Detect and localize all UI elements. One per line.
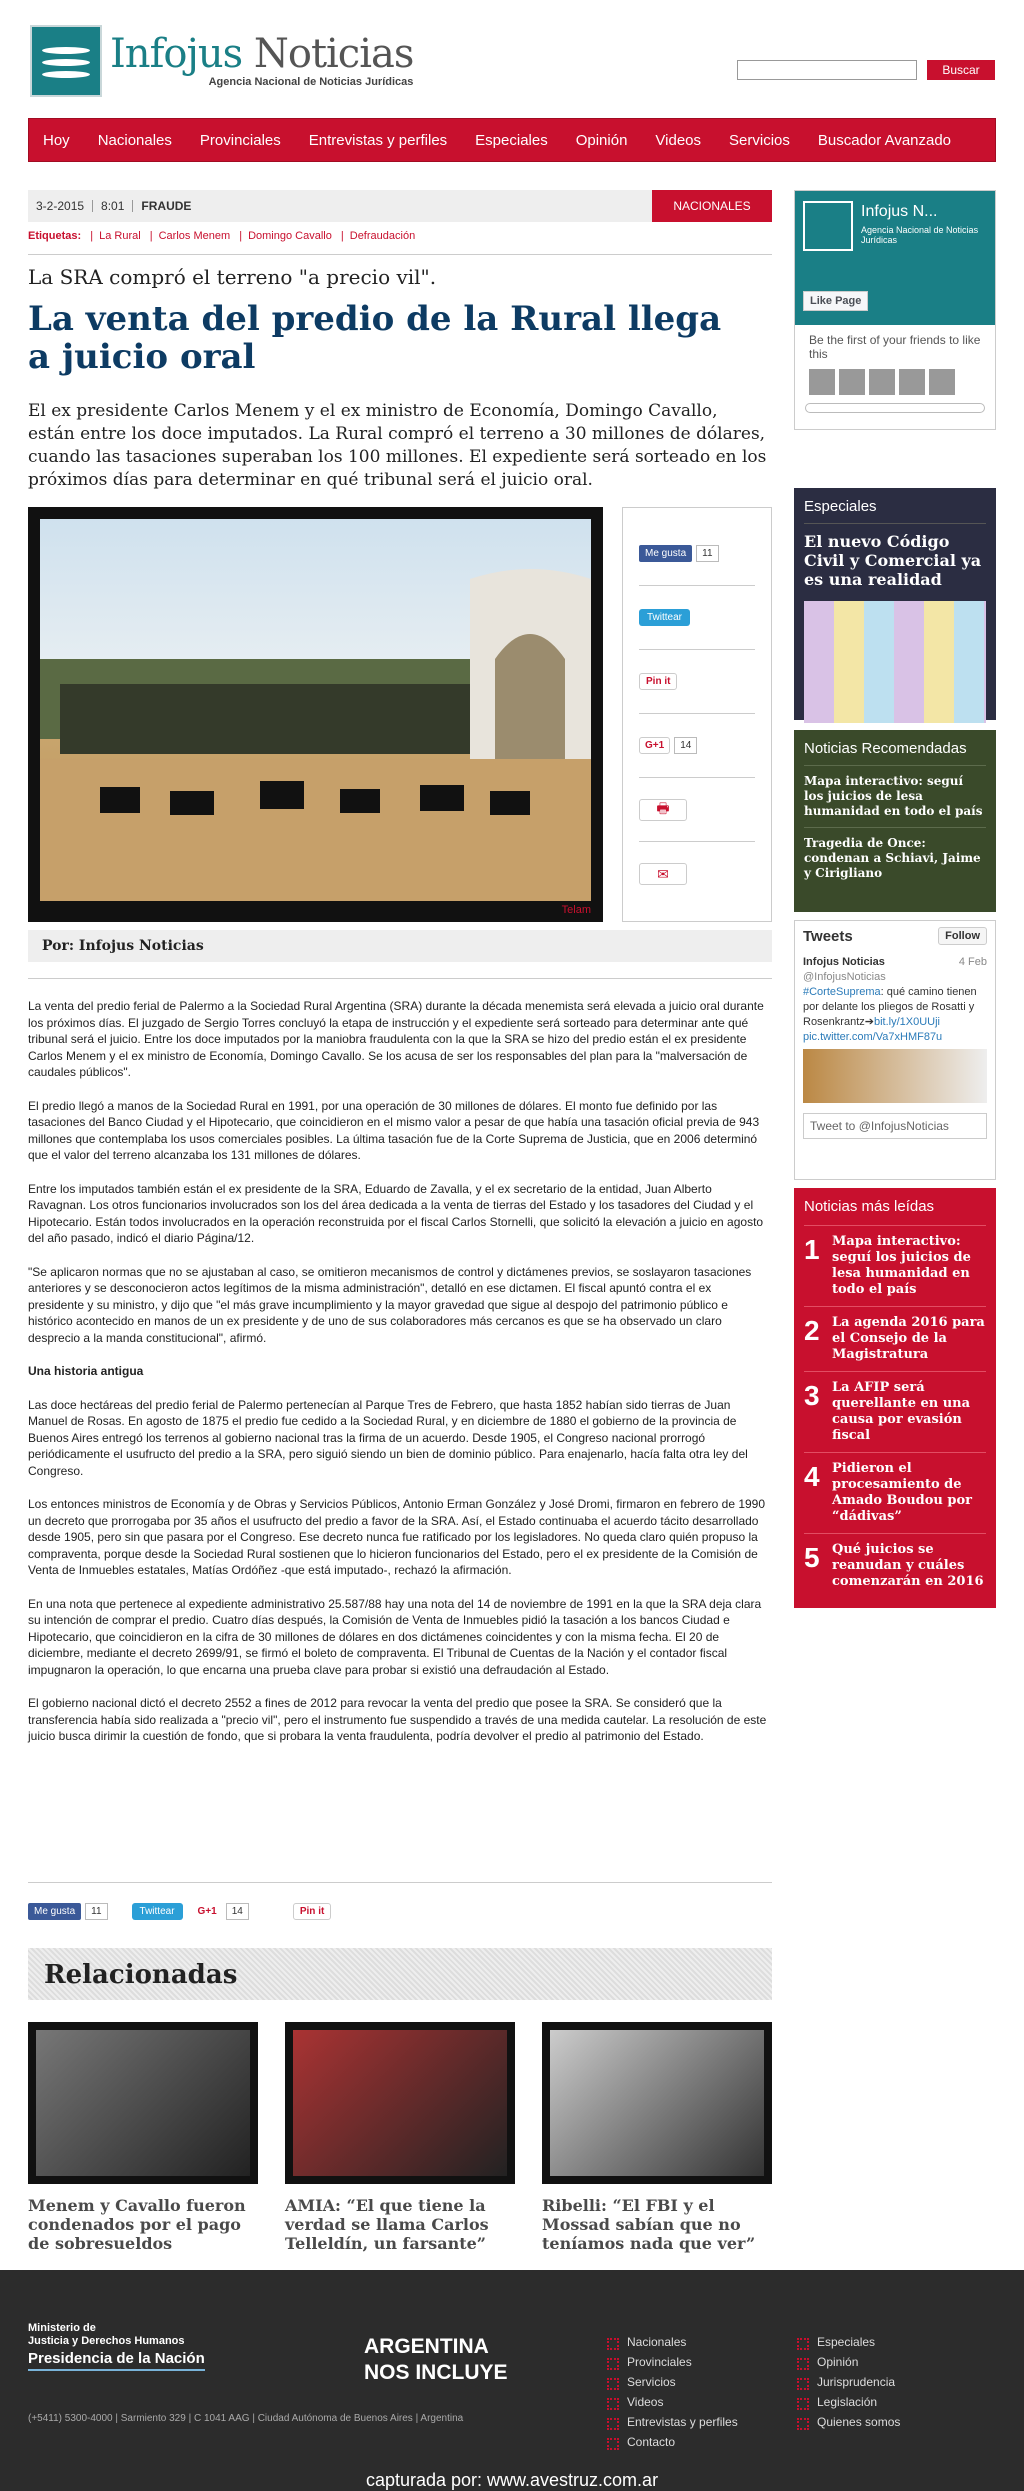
ministry-logo[interactable]: Ministerio de Justicia y Derechos Humanos <box>28 2322 185 2347</box>
google-plus-button[interactable]: G+1 <box>197 1906 217 1917</box>
article-topic: FRAUDE <box>141 199 192 213</box>
page-avatar-icon <box>803 201 853 251</box>
mas-leidas-box <box>794 1188 996 1608</box>
nav-especiales[interactable]: Especiales <box>475 131 548 149</box>
google-count: 14 <box>674 737 697 754</box>
photo-image <box>40 519 591 901</box>
article-time: 8:01 <box>93 200 133 212</box>
search-button[interactable]: Buscar <box>927 60 995 80</box>
recomendadas-box <box>794 730 996 912</box>
tweet-text: : qué camino tienen por delante los pliegos de Rosatti y Rosenkrantz➔ <box>803 986 977 1028</box>
related-caption[interactable]: Menem y Cavallo fueron condenados por el pago de sobresueldos <box>28 2196 246 2253</box>
divider <box>28 1882 772 1883</box>
footer-link[interactable]: Provinciales <box>607 2352 738 2372</box>
facebook-page-name[interactable]: Infojus N... <box>861 203 938 220</box>
mas-leida-item[interactable]: 5 Qué juicios se reanudan y cuáles comenzarán en 2016 <box>804 1533 986 1598</box>
recomendada-item[interactable]: Mapa interactivo: seguí los juicios de lesa humanidad en todo el país <box>804 765 986 827</box>
footer-link[interactable]: Legislación <box>797 2392 900 2412</box>
mas-leida-item[interactable]: 1 Mapa interactivo: seguí los juicios de lesa humanidad en todo el país <box>804 1225 986 1306</box>
search-form <box>737 60 995 80</box>
paragraph: El predio llegó a manos de la Sociedad Rural en 1991, por una operación de 30 millones de dólares. El monto fue definido por las tasaciones del Banco Ciudad y el Hipotecario, que coincidieron en el mismo valor a pesar de que había una tasación oficial previa de 943 millones que contemplaba los usos comerciales posibles. La última tasación fue de la Corte Suprema de Justicia, que en 2006 determinó que el valor del terreno alcanzaba los 131 millones de dólares. <box>28 1098 760 1162</box>
facebook-like-button[interactable]: Me gusta <box>639 545 692 562</box>
footer-links <box>607 2332 738 2452</box>
facebook-cover <box>795 191 995 325</box>
footer-link[interactable]: Jurisprudencia <box>797 2372 900 2392</box>
google-plus-button[interactable]: G+1 <box>639 737 670 754</box>
tweet-image[interactable] <box>803 1049 987 1103</box>
site-logo[interactable] <box>30 25 413 97</box>
nav-hoy[interactable]: Hoy <box>43 131 70 149</box>
related-caption[interactable]: AMIA: “El que tiene la verdad se llama Carlos Telleldín, un farsante” <box>285 2196 489 2253</box>
paragraph: "Se aplicaron normas que no se ajustaban al caso, se omitieron mecanismos de control y dictámenes previos, se soslayaron tasaciones anteriores y se desconocieron actos legítimos de la misma administración", detalló en ese dictamen. El fiscal apuntó contra el ex presidente y su ministro, y dijo que "el más grave incumplimiento y la mayor gravedad que sigue al despojo del patrimonio público e histórico acontecido en manos de un ex presidente y de uno de sus colaboradores más cercanos es que se ha observado un claro desprecio a la manda constitucional", afirmó. <box>28 1264 752 1345</box>
article-headline: La venta del predio de la Rural llega a juicio oral <box>28 299 722 377</box>
especiales-image[interactable] <box>804 601 986 723</box>
footer-link[interactable]: Contacto <box>607 2432 738 2452</box>
article-kicker: La SRA compró el terreno "a precio vil". <box>28 265 437 289</box>
mas-leida-item[interactable]: 2 La agenda 2016 para el Consejo de la Magistratura <box>804 1306 986 1371</box>
argentina-logo: ARGENTINA NOS INCLUYE <box>364 2335 508 2384</box>
related-item[interactable] <box>28 2022 258 2253</box>
tag-link[interactable]: Carlos Menem <box>158 230 231 242</box>
footer-link[interactable]: Entrevistas y perfiles <box>607 2412 738 2432</box>
tweet-hashtag[interactable]: #CorteSuprema <box>803 986 881 998</box>
related-item[interactable] <box>542 2022 772 2253</box>
nav-nacionales[interactable]: Nacionales <box>97 131 172 149</box>
facebook-scrollbar[interactable] <box>805 403 985 413</box>
recomendada-item[interactable]: Tragedia de Once: condenan a Schiavi, Jaime y Cirigliano <box>804 827 986 889</box>
tweet-handle: @InfojusNoticias <box>803 971 886 983</box>
nav-buscador[interactable]: Buscador Avanzado <box>817 131 952 149</box>
paragraph: El gobierno nacional dictó el decreto 2552 a fines de 2012 para revocar la venta del predio que posee la SRA. Se consideró que la transferencia había sido realizada a "precio vil", pero el instrumento fue suspendido a través de una medida cautelar. La resolución de este juicio busca dirimir la cuestión de fondo, que si probara la venta fraudulenta, podría devolver el predio al patrimonio del Estado. <box>28 1696 767 1743</box>
facebook-like-page-button[interactable]: Like Page <box>803 291 868 311</box>
tweet-link[interactable]: bit.ly/1X0UUji <box>873 1016 940 1028</box>
related-item[interactable] <box>285 2022 515 2253</box>
subheading: Una historia antigua <box>28 1364 144 1378</box>
footer-links <box>797 2332 900 2432</box>
especiales-title: Especiales <box>804 498 877 515</box>
nav-entrevistas[interactable]: Entrevistas y perfiles <box>308 131 448 149</box>
article-lead: El ex presidente Carlos Menem y el ex ministro de Economía, Domingo Cavallo, están entre los doce imputados. La Rural compró el terreno a 30 millones de dólares, cuando las tasaciones superaban los 100 millones. El expediente será sorteado en los próximos días para determinar en qué tribunal será el juicio oral. <box>28 401 767 490</box>
paragraph: En una nota que pertenece al expediente administrativo 25.587/88 hay una nota del 14 de noviembre de 1991 en la que la SRA deja clara su intención de comprar el predio. Cuatro días después, la Comisión de Venta de Inmuebles pidió la tasación a los bancos Ciudad e Hipotecario, que coincidieron en la cifra de 30 millones de dólares en dos dictámenes coincidentes y con la misma fecha. El 20 de diciembre, mediante el decreto 2699/91, se firmó el boleto de compraventa. El Tribunal de Cuentas de la Nación y el contador fiscal impugnaron la operación, lo que encarna una prueba clave para probar si existió una defraudación al Estado. <box>28 1596 762 1677</box>
tweet-pic-link[interactable]: pic.twitter.com/Va7xHMF87u <box>803 1031 943 1043</box>
logo-subtitle: Agencia Nacional de Noticias Jurídicas <box>208 76 414 88</box>
presidencia-logo[interactable]: Presidencia de la Nación <box>28 2350 205 2371</box>
tweet <box>795 951 995 1107</box>
article-meta <box>28 190 772 222</box>
photo-credit: Telam <box>561 904 591 916</box>
mas-leida-item[interactable]: 4 Pidieron el procesamiento de Amado Boudou por “dádivas” <box>804 1452 986 1533</box>
tweets-title: Tweets <box>803 927 853 945</box>
related-caption[interactable]: Ribelli: “El FBI y el Mossad sabían que no teníamos nada que ver” <box>542 2196 756 2253</box>
nav-videos[interactable]: Videos <box>655 131 702 149</box>
nav-servicios[interactable]: Servicios <box>729 131 790 149</box>
tag-link[interactable]: Domingo Cavallo <box>248 230 332 242</box>
pinterest-button[interactable]: Pin it <box>293 1903 331 1920</box>
logo-mark-icon <box>30 25 102 97</box>
footer-link[interactable]: Nacionales <box>607 2332 738 2352</box>
mail-icon[interactable]: ✉ <box>639 863 687 885</box>
paragraph: Las doce hectáreas del predio ferial de Palermo pertenecían al Parque Tres de Febrero, que hasta 1852 habían sido tierras de Juan Manuel de Rosas. En agosto de 1875 el predio fue cedido a la Sociedad Rural, y en diciembre de 1880 el gobierno de la provincia de Buenos Aires entregó los terrenos al gobierno nacional tras la firma de un acuerdo. Desde 1905, el Congreso nacional prorrogó periódicamente el usufructo del predio a la SRA, pero siguió siendo un bien de dominio público. Para enajenarlo, hacía falta otra ley del Congreso. <box>28 1397 748 1478</box>
paragraph: Entre los imputados también están el ex presidente de la SRA, Eduardo de Zavalla, y el ex secretario de la entidad, Juan Alberto Ravagnan. Los otros funcionarios involucrados son los del área dedicada a la venta de tierras del Estado y los tasadores del Ciudad y el Hipotecario. Están todos involucrados en la operación reconstruida por el fiscal Carlos Stornelli, que solicitó la elevación a juicio en agosto del año pasado, indicó el diario Página/12. <box>28 1181 764 1245</box>
tag-link[interactable]: La Rural <box>99 230 141 242</box>
related-image[interactable] <box>28 2022 258 2184</box>
facebook-count: 11 <box>85 1903 107 1920</box>
divider <box>28 978 772 979</box>
article-date: 3-2-2015 <box>28 200 93 212</box>
divider <box>28 254 772 255</box>
related-title: Relacionadas <box>28 1948 772 2000</box>
google-count: 14 <box>226 1903 249 1920</box>
share-panel <box>622 507 772 922</box>
section-tag[interactable]: NACIONALES <box>652 190 772 222</box>
facebook-count: 11 <box>696 545 718 562</box>
article-body <box>28 998 768 1762</box>
nav-opinion[interactable]: Opinión <box>575 131 628 149</box>
site-header <box>0 0 1024 120</box>
related-image[interactable] <box>285 2022 515 2184</box>
recomendadas-title: Noticias Recomendadas <box>804 740 967 757</box>
twitter-follow-button[interactable]: Follow <box>938 927 987 945</box>
twitter-widget <box>794 920 996 1180</box>
twitter-button[interactable]: Twittear <box>639 609 690 626</box>
logo-title: Infojus Noticias <box>110 31 414 77</box>
nav-provinciales[interactable]: Provinciales <box>199 131 281 149</box>
main-nav <box>28 118 996 162</box>
tags-label: Etiquetas: <box>28 230 82 242</box>
paragraph: La venta del predio ferial de Palermo a la Sociedad Rural Argentina (SRA) durante la década menemista será elevada a juicio oral durante los próximos días. El juzgado de Sergio Torres concluyó la etapa de instrucción y el expediente será sorteado para determinar ante qué tribunal será el juicio. Entre los doce imputados por la maniobra fraudulenta con la que la SRA se hizo del predio están el ex presidente Carlos Menem y el ex ministro de Economía, Domingo Cavallo. Se los acusa de ser los responsables del plan para la "malversación de caudales públicos". <box>28 999 764 1079</box>
tags: Etiquetas: | La Rural | Carlos Menem | Domingo Cavallo | Defraudación <box>28 230 416 242</box>
tweet-date: 4 Feb <box>958 956 987 968</box>
footer-link[interactable]: Servicios <box>607 2372 738 2392</box>
print-icon[interactable]: 🖶 <box>639 799 687 821</box>
footer-link[interactable]: Especiales <box>797 2332 900 2352</box>
facebook-friend-avatars <box>795 369 995 395</box>
tweet-author[interactable]: Infojus Noticias <box>803 956 885 968</box>
mas-leida-item[interactable]: 3 La AFIP será querellante en una causa por evasión fiscal <box>804 1371 986 1452</box>
share-bottom <box>28 1903 331 1920</box>
mas-leidas-title: Noticias más leídas <box>804 1198 935 1215</box>
facebook-widget <box>794 190 996 430</box>
related-image[interactable] <box>542 2022 772 2184</box>
byline: Por: Infojus Noticias <box>28 930 772 962</box>
paragraph: Los entonces ministros de Economía y de Obras y Servicios Públicos, Antonio Erman González y José Dromi, firmaron en febrero de 1990 un decreto que prorrogaba por 35 años el usufructo del predio a favor de la SRA. Así, el Estado continuaba el acuerdo tácito desarrollado desde 1905, pero sin que pasara por el Congreso. Ese decreto nunca fue ratificado por los legisladores. No queda claro quién propuso la compraventa, porque desde la Sociedad Rural sostienen que lo hicieron funcionarios del Estado, pero el ex presidente de la Comisión de Venta de Inmuebles estatales, Matías Ordóñez -que está imputado-, rechazó la afirmación. <box>28 1497 766 1577</box>
footer-link[interactable]: Opinión <box>797 2352 900 2372</box>
tag-link[interactable]: Defraudación <box>349 230 416 242</box>
twitter-button[interactable]: Twittear <box>132 1903 183 1920</box>
footer-link[interactable]: Videos <box>607 2392 738 2412</box>
site-footer <box>0 2270 1024 2491</box>
tweet-to-input[interactable]: Tweet to @InfojusNoticias <box>803 1113 987 1139</box>
capture-credit: capturada por: www.avestruz.com.ar <box>365 2470 659 2490</box>
footer-link[interactable]: Quienes somos <box>797 2412 900 2432</box>
footer-address: (+5411) 5300-4000 | Sarmiento 329 | C 1041 AAG | Ciudad Autónoma de Buenos Aires | Argentina <box>28 2413 464 2424</box>
especiales-item[interactable]: El nuevo Código Civil y Comercial ya es una realidad <box>804 523 986 597</box>
pinterest-button[interactable]: Pin it <box>639 673 677 690</box>
especiales-box <box>794 488 996 720</box>
search-input[interactable] <box>737 60 917 80</box>
facebook-like-button[interactable]: Me gusta <box>28 1903 81 1920</box>
facebook-page-sub: Agencia Nacional de Noticias Jurídicas <box>861 225 979 245</box>
article-photo <box>28 507 603 922</box>
facebook-friends-text: Be the first of your friends to like this <box>809 333 981 361</box>
